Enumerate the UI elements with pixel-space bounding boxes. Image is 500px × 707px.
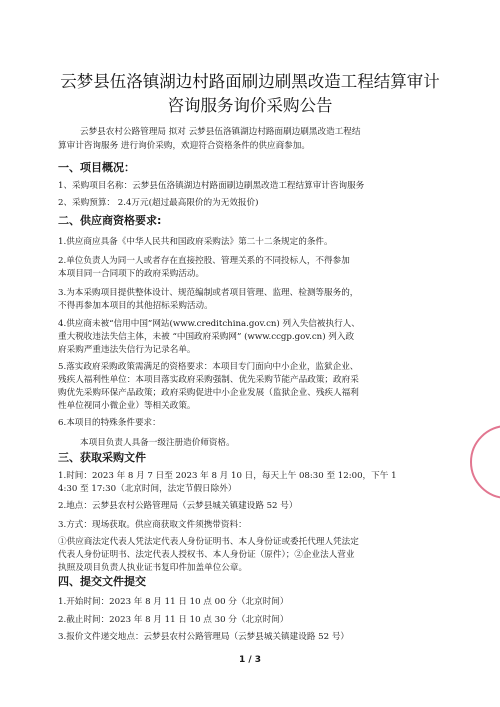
s2-line-5: 不得再参加本项目的其他招标采购活动。	[58, 301, 213, 311]
s2-line-8: 府采购严重违法失信行为记录名单。	[58, 345, 196, 355]
s2-line-1: 1.供应商应具备《中华人民共和国政府采购法》第二十二条规定的条件。	[58, 237, 333, 247]
s2-line-11: 购优先采购环保产品政策；政府采购促进中小企业发展（监狱企业、残疾人福利	[58, 388, 359, 398]
s2-line-2: 2.单位负责人为同一人或者存在直接控股、管理关系的不同投标人，不得参加	[58, 256, 350, 266]
s1-item-1: 1、采购项目名称：云梦县伍洛镇湖边村路面刷边刷黑改造工程结算审计咨询服务	[58, 181, 365, 191]
page-number: 1 / 3	[238, 655, 262, 665]
s2-line-6: 4.供应商未被“信用中国”网站(www.creditchina.gov.cn) 列入失信被执行人、	[58, 319, 360, 329]
s2-line-13: 6.本项目的特殊条件要求：	[58, 418, 161, 428]
s3-line-6: 代表人身份证明书、法定代表人授权书、本人身份证（原件）；②企业法人营业	[58, 550, 355, 560]
intro-line-2: 算审计咨询服务 进行询价采购，欢迎符合资格条件的供应商参加。	[58, 141, 310, 151]
section-4-heading: 四、提交文件提交	[58, 575, 146, 588]
section-1-heading: 一、项目概况：	[58, 161, 135, 174]
s2-line-10: 残疾人福利性单位：本项目落实政府采购强制、优先采购节能产品政策；政府采	[58, 375, 359, 385]
s3-line-2: 4:30 至 17:30（北京时间，法定节假日除外）	[58, 484, 237, 494]
seal-stamp	[470, 425, 500, 499]
s1-item-2: 2、采购预算： 2.4万元(超过最高限价的为无效报价)	[58, 198, 259, 208]
s3-line-1: 1.时间：2023 年 8 月 7 日至 2023 年 8 月 10 日，每天上午 08:30 至 12:00，下午 1	[58, 471, 397, 481]
s2-line-12: 性单位视同小微企业）等相关政策。	[58, 401, 196, 411]
intro-line-1: 云梦县农村公路管理局 拟对 云梦县伍洛镇湖边村路面刷边刷黑改造工程结	[80, 127, 361, 137]
page-title	[40, 70, 460, 118]
s3-line-4: 3.方式：现场获取。供应商获取文件须携带资料：	[58, 520, 247, 530]
s3-line-3: 2.地点：云梦县农村公路管理局（云梦县城关镇建设路 52 号）	[58, 501, 298, 511]
s3-line-5: ①供应商法定代表人凭法定代表人身份证明书、本人身份证或委托代理人凭法定	[58, 537, 359, 547]
title-line-1: 云梦县伍洛镇湖边村路面刷边刷黑改造工程结算审计	[60, 72, 440, 91]
s2-line-4: 3.为本采购项目提供整体设计、规范编制或者项目管理、监理、检测等服务的，	[58, 288, 359, 298]
section-2-heading: 二、供应商资格要求:	[58, 214, 162, 227]
s3-line-7: 执照及项目负责人执业证书复印件加盖单位公章。	[58, 563, 248, 573]
s2-line-9: 5.落实政府采购政策需满足的资格要求：本项目专门面向中小企业，监狱企业、	[58, 362, 359, 372]
title-line-2: 咨询服务询价采购公告	[167, 96, 333, 115]
section-3-heading: 三、获取采购文件	[58, 451, 146, 464]
s2-line-7: 重大税收违法失信主体，未被 “中国政府采购网” (www.ccgp.gov.cn) 列入政	[58, 332, 355, 342]
s2-line-14: 本项目负责人具备一级注册造价师资格。	[80, 438, 235, 448]
s2-line-3: 本项目同一合同项下的政府采购活动。	[58, 269, 205, 279]
s4-line-3: 3.报价文件递交地点：云梦县农村公路管理局（云梦县城关镇建设路 52 号）	[58, 632, 350, 642]
s4-line-1: 1.开始时间：2023 年 8 月 11 日 10 点 00 分（北京时间）	[58, 597, 289, 607]
s4-line-2: 2.截止时间：2023 年 8 月 11 日 10 点 30 分（北京时间）	[58, 615, 289, 625]
